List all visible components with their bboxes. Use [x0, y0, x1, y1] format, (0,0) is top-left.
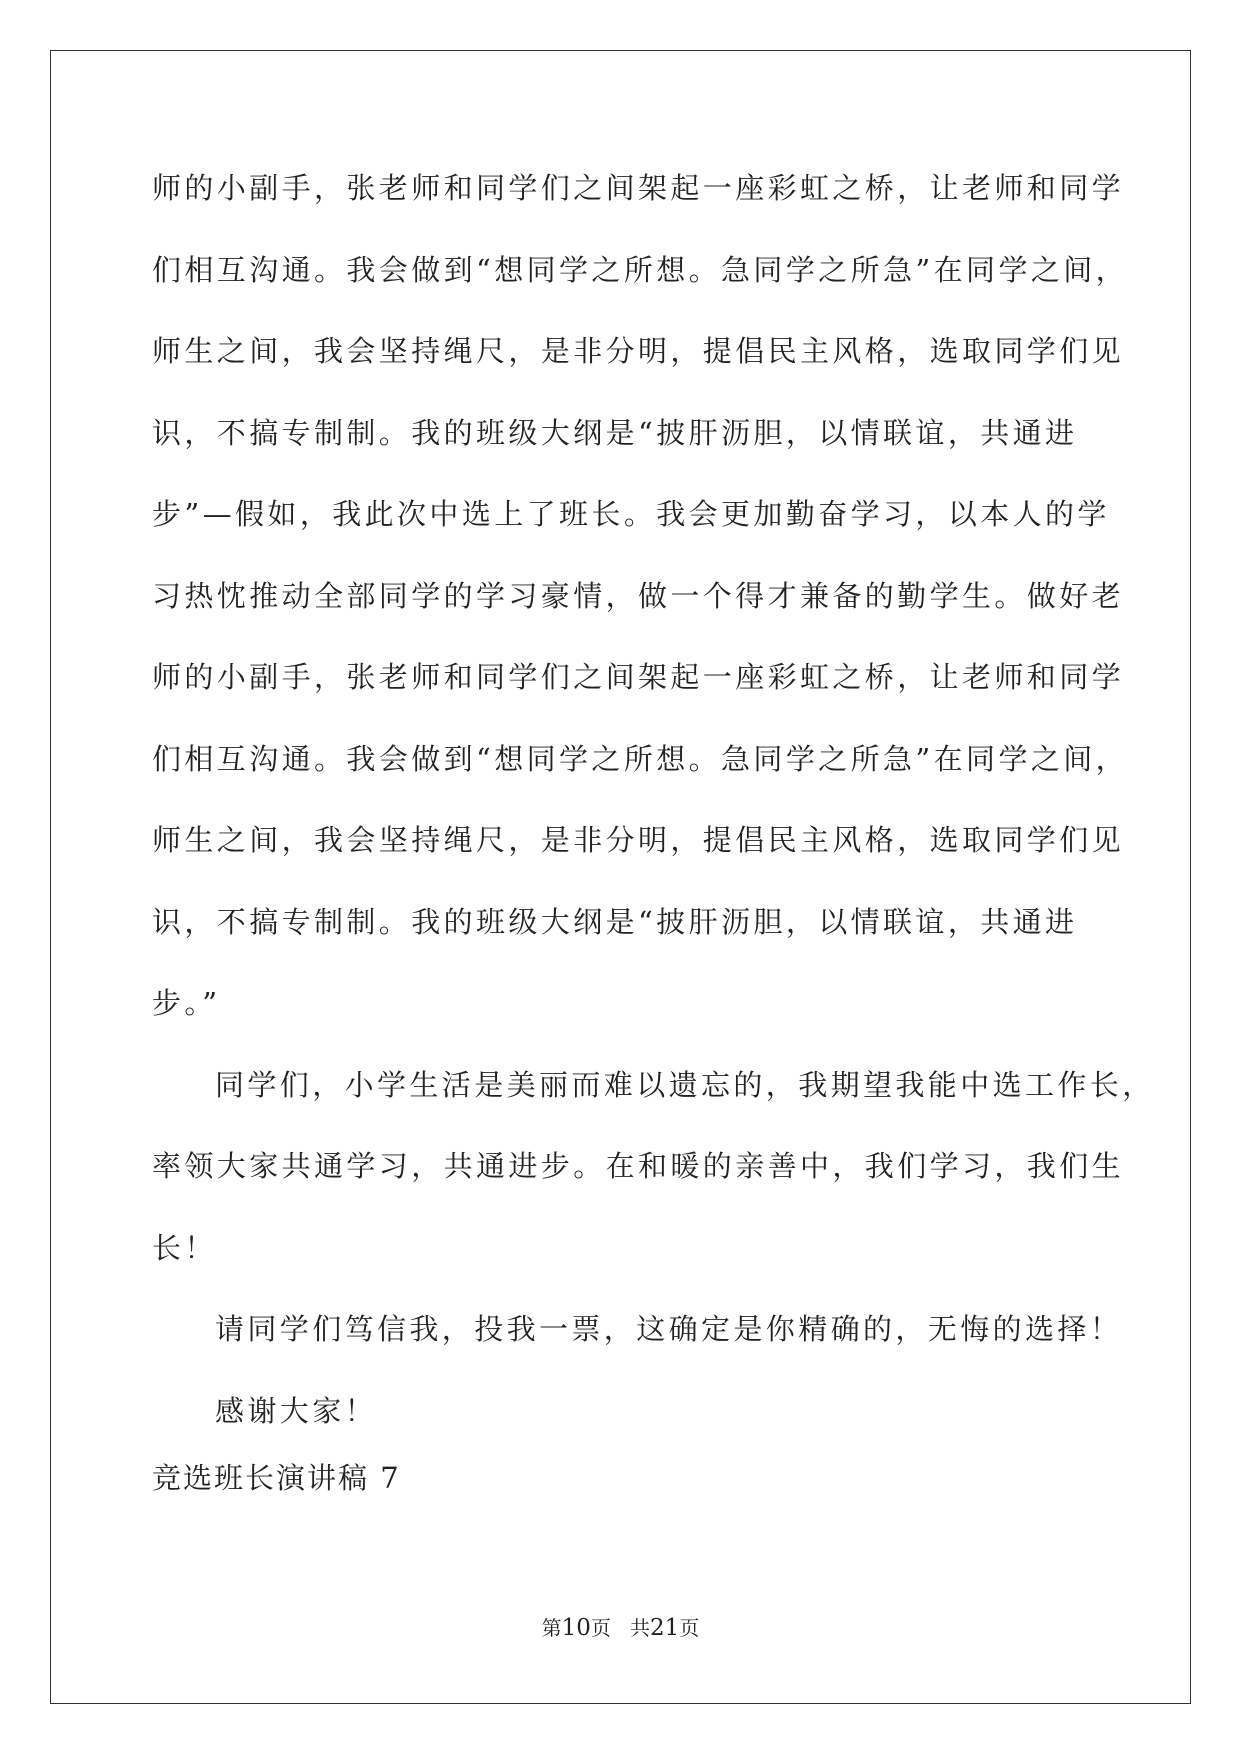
closing-line: 同学们，小学生活是美丽而难以遗忘的，我期望我能中选工作长，: [215, 1067, 1155, 1102]
body-line: 师的小副手，张老师和同学们之间架起一座彩虹之桥，让老师和同学: [152, 171, 1125, 205]
body-line: 们相互沟通。我会做到“想同学之所想。急同学之所急”在同学之间，: [152, 252, 1129, 287]
thanks-line: 感谢大家！: [215, 1393, 378, 1428]
body-line: 师生之间，我会坚持绳尺，是非分明，提倡民主风格，选取同学们见: [152, 823, 1125, 857]
body-line: 识，不搞专制制。我的班级大纲是“披肝沥胆，以情联谊，共通进: [152, 904, 1078, 939]
footer-middle: 页 共: [590, 1616, 651, 1640]
current-page-number: 10: [561, 1615, 591, 1641]
document-body: [152, 148, 1155, 1452]
body-line: 师生之间，我会坚持绳尺，是非分明，提倡民主风格，选取同学们见: [152, 334, 1125, 368]
appeal-line: 请同学们笃信我，投我一票，这确定是你精确的，无悔的选择！: [215, 1312, 1123, 1346]
closing-line: 率领大家共通学习，共通进步。在和暖的亲善中，我们学习，我们生: [152, 1149, 1125, 1183]
section-heading: 竞选班长演讲稿 7: [152, 1461, 401, 1495]
footer-suffix: 页: [679, 1616, 700, 1640]
footer-prefix: 第: [541, 1616, 562, 1640]
closing-line: 长！: [152, 1230, 217, 1265]
body-line: 步”—假如，我此次中选上了班长。我会更加勤奋学习，以本人的学: [152, 497, 1110, 531]
body-line: 步。”: [152, 986, 221, 1020]
body-line: 习热忱推动全部同学的学习豪情，做一个得才兼备的勤学生。做好老: [152, 578, 1125, 613]
body-line: 识，不搞专制制。我的班级大纲是“披肝沥胆，以情联谊，共通进: [152, 415, 1078, 450]
body-line: 师的小副手，张老师和同学们之间架起一座彩虹之桥，让老师和同学: [152, 660, 1125, 694]
total-pages-number: 21: [650, 1615, 680, 1641]
page-footer: [0, 1612, 1241, 1641]
body-line: 们相互沟通。我会做到“想同学之所想。急同学之所急”在同学之间，: [152, 741, 1129, 776]
